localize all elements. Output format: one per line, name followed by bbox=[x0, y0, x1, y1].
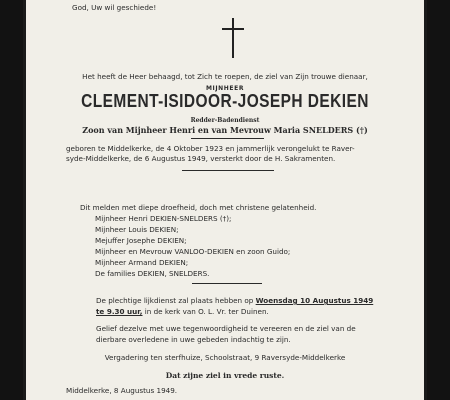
cross-icon bbox=[222, 18, 244, 58]
funeral-line-1 bbox=[96, 296, 373, 305]
parents-text: Zoon van Mijnheer Henri en van Mevrouw Maria SNELDERS (†) bbox=[82, 125, 368, 135]
honorific: MIJNHEER bbox=[205, 85, 245, 92]
divider bbox=[192, 283, 262, 284]
funeral-time: te 9.30 uur, bbox=[96, 307, 143, 316]
funeral-intro: De plechtige lijkdienst zal plaats hebben op bbox=[96, 296, 256, 305]
birth-death-line-2: syde-Middelkerke, de 6 Augustus 1949, versterkt door de H. Sakramenten. bbox=[66, 154, 336, 163]
request-line-2: dierbare overledene in uwe gebeden indachtig te zijn. bbox=[96, 335, 291, 344]
intro-text: Het heeft de Heer behaagd, tot Zich te roepen, de ziel van Zijn trouwe dienaar, bbox=[82, 72, 368, 81]
family-member: Mijnheer en Mevrouw VANLOO-DEKIEN en zoon Guido; bbox=[95, 247, 291, 256]
family-member: Mijnheer Armand DEKIEN; bbox=[95, 258, 189, 267]
divider bbox=[182, 170, 274, 171]
birth-death-line-1: geboren te Middelkerke, de 4 Oktober 1923 en jammerlijk verongelukt te Raver- bbox=[66, 144, 355, 153]
funeral-date: Woensdag 10 Augustus 1949 bbox=[255, 296, 374, 305]
funeral-line-2 bbox=[96, 307, 269, 316]
request-line-1: Gelief dezelve met uwe tegenwoordigheid te vereeren en de ziel van de bbox=[96, 324, 356, 333]
deceased-name: CLEMENT-ISIDOOR-JOSEPH DEKIEN bbox=[81, 91, 369, 111]
family-member: Mijnheer Louis DEKIEN; bbox=[95, 225, 179, 234]
divider bbox=[191, 138, 264, 139]
memorial-card bbox=[23, 0, 427, 400]
family-member: Mejuffer Josephe DEKIEN; bbox=[95, 236, 187, 245]
place-date: Middelkerke, 8 Augustus 1949. bbox=[66, 386, 178, 395]
closing-prayer: Dat zijne ziel in vrede ruste. bbox=[165, 371, 285, 380]
family-member: De families DEKIEN, SNELDERS. bbox=[95, 269, 210, 278]
gathering-text: Vergadering ten sterfhuize, Schoolstraat, 9 Raversyde-Middelkerke bbox=[104, 353, 346, 362]
family-member: Mijnheer Henri DEKIEN-SNELDERS (†); bbox=[95, 214, 232, 223]
prayer-header: God, Uw wil geschiede! bbox=[72, 3, 157, 12]
funeral-location: in de kerk van O. L. Vr. ter Duinen. bbox=[142, 307, 269, 316]
announcement-text: Dit melden met diepe droefheid, doch met christene gelatenheid. bbox=[80, 203, 317, 212]
role-text: Redder-Badendienst bbox=[190, 117, 260, 124]
